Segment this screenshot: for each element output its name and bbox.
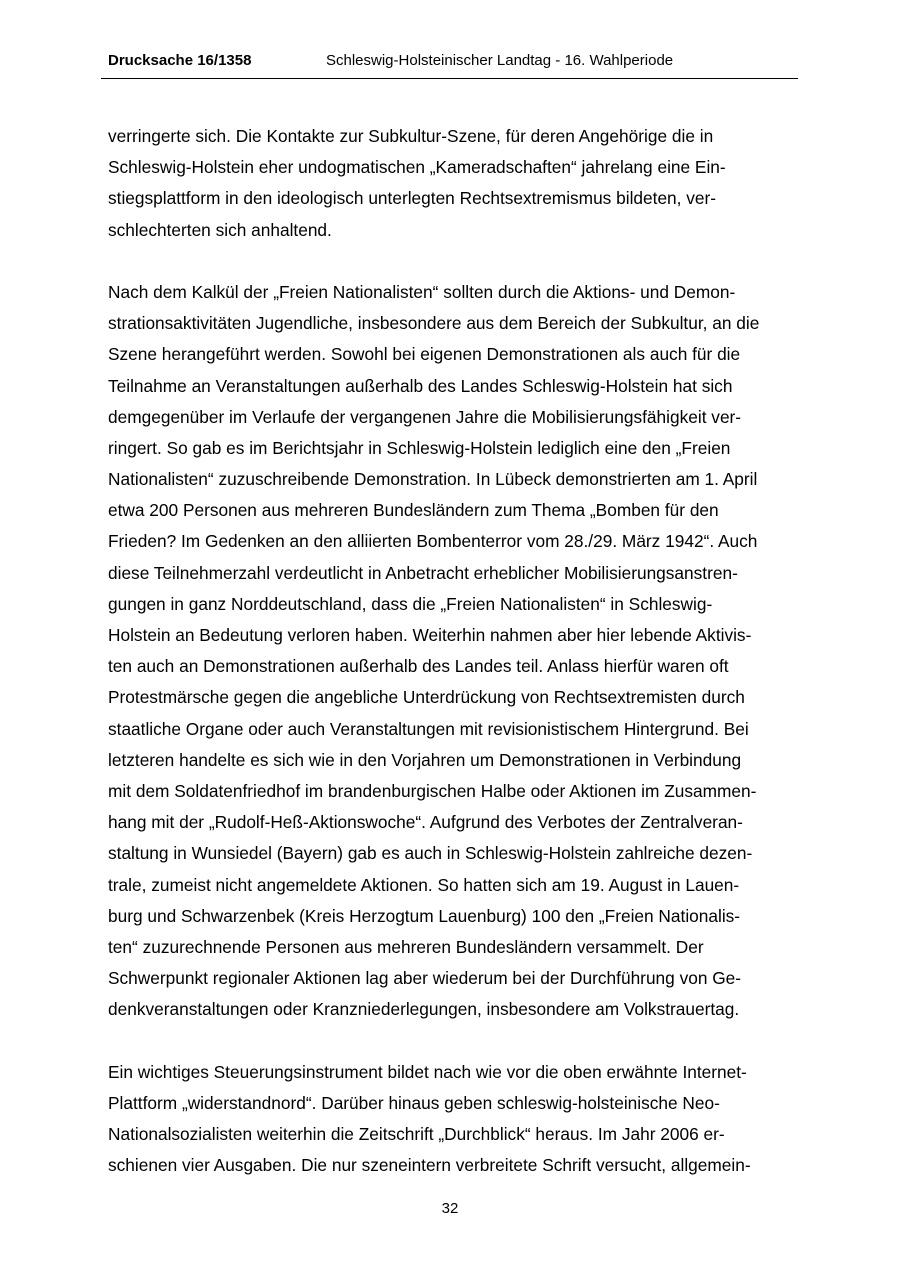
text-line: Schleswig-Holstein eher undogmatischen „Kameradschaften“ jahrelang eine Ein- xyxy=(108,157,726,178)
text-line: hang mit der „Rudolf-Heß-Aktionswoche“. Aufgrund des Verbotes der Zentralveran- xyxy=(108,812,743,833)
text-line: burg und Schwarzenbek (Kreis Herzogtum Lauenburg) 100 den „Freien Nationalis- xyxy=(108,905,741,926)
text-line: schlechterten sich anhaltend. xyxy=(108,219,332,240)
text-line: Szene herangeführt werden. Sowohl bei eigenen Demonstrationen als auch für die xyxy=(108,344,741,365)
text-line: staltung in Wunsiedel (Bayern) gab es auch in Schleswig-Holstein zahlreiche dezen- xyxy=(108,843,753,864)
text-line: verringerte sich. Die Kontakte zur Subkultur-Szene, für deren Angehörige die in xyxy=(108,126,714,146)
text-line: schienen vier Ausgaben. Die nur szeneintern verbreitete Schrift versucht, allgemein- xyxy=(108,1155,751,1176)
text-line: stiegsplattform in den ideologisch unterlegten Rechtsextremismus bildeten, ver- xyxy=(108,188,717,209)
text-line: Nationalsozialisten weiterhin die Zeitschrift „Durchblick“ heraus. Im Jahr 2006 er- xyxy=(108,1124,725,1144)
paragraph-gap xyxy=(108,1025,808,1056)
text-line: ringert. So gab es im Berichtsjahr in Schleswig-Holstein lediglich eine den „Freien xyxy=(108,437,731,458)
paragraph xyxy=(108,1057,808,1182)
text-line: Schwerpunkt regionaler Aktionen lag aber wiederum bei der Durchführung von Ge- xyxy=(108,968,742,989)
text-line: ten auch an Demonstrationen außerhalb des Landes teil. Anlass hierfür waren oft xyxy=(108,656,729,677)
text-line: etwa 200 Personen aus mehreren Bundesländern zum Thema „Bomben für den xyxy=(108,500,719,521)
page-header xyxy=(101,52,798,79)
text-line: Teilnahme an Veranstaltungen außerhalb des Landes Schleswig-Holstein hat sich xyxy=(108,375,733,396)
text-line: staatliche Organe oder auch Veranstaltungen mit revisionistischem Hintergrund. Bei xyxy=(108,718,749,739)
text-line: Holstein an Bedeutung verloren haben. Weiterhin nahmen aber hier lebende Aktivis- xyxy=(108,625,752,645)
text-line: Plattform „widerstandnord“. Darüber hinaus geben schleswig-holsteinische Neo- xyxy=(108,1092,720,1113)
text-line: trale, zumeist nicht angemeldete Aktionen. So hatten sich am 19. August in Lauen- xyxy=(108,874,740,895)
text-line: diese Teilnehmerzahl verdeutlicht in Anbetracht erheblicher Mobilisierungsanstren- xyxy=(108,562,738,583)
paragraph xyxy=(108,121,808,246)
text-line: strationsaktivitäten Jugendliche, insbesondere aus dem Bereich der Subkultur, an die xyxy=(108,313,760,334)
document-source: Schleswig-Holsteinischer Landtag - 16. Wahlperiode xyxy=(326,52,674,69)
paragraph-gap xyxy=(108,246,808,277)
text-line: Ein wichtiges Steuerungsinstrument bildet nach wie vor die oben erwähnte Internet- xyxy=(108,1061,747,1082)
text-line: gungen in ganz Norddeutschland, dass die „Freien Nationalisten“ in Schleswig- xyxy=(108,593,713,614)
text-line: mit dem Soldatenfriedhof im brandenburgischen Halbe oder Aktionen im Zusammen- xyxy=(108,780,757,801)
page-number: 32 xyxy=(441,1200,459,1217)
text-line: letzteren handelte es sich wie in den Vorjahren um Demonstrationen in Verbindung xyxy=(108,749,742,770)
text-line: Nach dem Kalkül der „Freien Nationalisten“ sollten durch die Aktions- und Demon- xyxy=(108,281,736,302)
text-line: demgegenüber im Verlaufe der vergangenen Jahre die Mobilisierungsfähigkeit ver- xyxy=(108,406,742,427)
paragraph xyxy=(108,277,808,1026)
text-line: denkveranstaltungen oder Kranzniederlegungen, insbesondere am Volkstrauertag. xyxy=(108,999,740,1020)
document-number: Drucksache 16/1358 xyxy=(108,52,252,69)
text-line: Protestmärsche gegen die angebliche Unterdrückung von Rechtsextremisten durch xyxy=(108,687,745,708)
text-line: Nationalisten“ zuzuschreibende Demonstration. In Lübeck demonstrierten am 1. April xyxy=(108,469,758,490)
text-line: ten“ zuzurechnende Personen aus mehreren Bundesländern versammelt. Der xyxy=(108,936,704,957)
text-line: Frieden? Im Gedenken an den alliierten Bombenterror vom 28./29. März 1942“. Auch xyxy=(108,531,758,552)
body-text xyxy=(108,121,808,1181)
